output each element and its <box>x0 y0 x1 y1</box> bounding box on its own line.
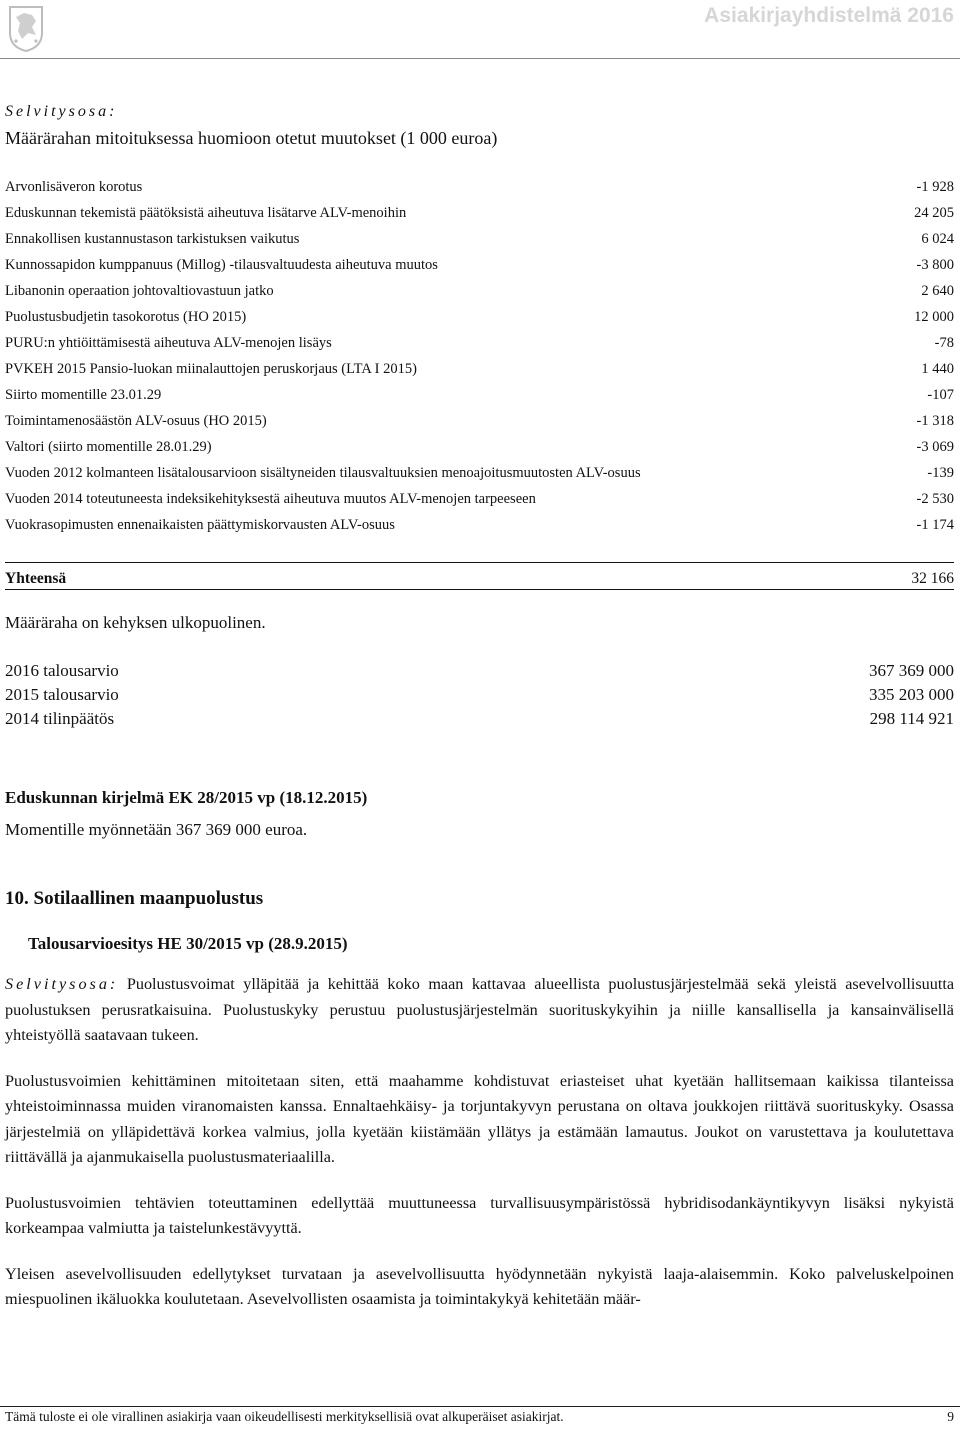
paragraph-label: Selvitysosa: <box>5 975 119 993</box>
row-value: -3 800 <box>916 257 954 273</box>
table-row <box>5 256 954 274</box>
document-title: Asiakirjayhdistelmä 2016 <box>704 4 954 27</box>
row-label: Vuoden 2012 kolmanteen lisätalousarvioon sisältyneiden tilausvaltuuksien menoajoitusmuutosten ALV-osuus <box>5 465 641 481</box>
paragraph: Puolustusvoimien tehtävien toteuttaminen edellyttää muuttuneessa turvallisuusympäristössä hybridisodankäyntikyvyn lisäksi nykyistä korkeampaa valmiutta ja taistelunkestävyyttä. <box>5 1193 954 1237</box>
budget-row <box>5 659 954 683</box>
row-value: 24 205 <box>914 205 954 221</box>
total-label: Yhteensä <box>5 570 67 587</box>
table-row <box>5 360 954 378</box>
row-value: 12 000 <box>914 309 954 325</box>
budget-figures <box>5 659 954 731</box>
table-row <box>5 282 954 300</box>
table-row <box>5 178 954 196</box>
row-value: 6 024 <box>921 231 954 247</box>
footer-divider <box>0 1406 960 1407</box>
row-label: PVKEH 2015 Pansio-luokan miinalauttojen peruskorjaus (LTA I 2015) <box>5 361 417 377</box>
table-row <box>5 464 954 482</box>
row-label: Libanonin operaation johtovaltiovastuun jatko <box>5 283 274 299</box>
section-label: Selvitysosa: <box>5 103 118 120</box>
row-value: -139 <box>927 465 954 481</box>
section-heading: Määrärahan mitoituksessa huomioon otetut muutokset (1 000 euroa) <box>5 128 498 148</box>
page-number: 9 <box>947 1409 954 1424</box>
budget-value: 298 114 921 <box>869 709 954 728</box>
row-value: 1 440 <box>921 361 954 377</box>
footer-disclaimer: Tämä tuloste ei ole virallinen asiakirja vaan oikeudellisesti merkityksellisiä ovat alkuperäiset asiakirjat. <box>5 1409 564 1424</box>
budget-proposal-heading: Talousarvioesitys HE 30/2015 vp (28.9.2015) <box>28 934 348 953</box>
table-row <box>5 516 954 534</box>
row-label: Eduskunnan tekemistä päätöksistä aiheutuva lisätarve ALV-menoihin <box>5 205 407 221</box>
changes-table <box>5 178 954 587</box>
body-text <box>5 972 954 1333</box>
table-row <box>5 438 954 456</box>
budget-label: 2015 talousarvio <box>5 685 119 704</box>
row-value: -107 <box>927 387 954 403</box>
row-label: Kunnossapidon kumppanuus (Millog) -tilausvaltuudesta aiheutuva muutos <box>5 257 438 273</box>
total-row <box>5 570 954 588</box>
table-row <box>5 490 954 508</box>
coat-of-arms-logo <box>6 3 46 53</box>
table-divider-top <box>5 562 954 563</box>
row-label: Vuoden 2014 toteutuneesta indeksikehityksestä aiheutuva muutos ALV-menojen tarpeeseen <box>5 491 536 507</box>
row-label: Arvonlisäveron korotus <box>5 179 143 195</box>
note-text: Määräraha on kehyksen ulkopuolinen. <box>5 613 266 632</box>
budget-label: 2014 tilinpäätös <box>5 709 115 728</box>
footer <box>5 1409 954 1425</box>
budget-value: 335 203 000 <box>869 685 954 704</box>
paragraph: Yleisen asevelvollisuuden edellytykset turvataan ja asevelvollisuutta hyödynnetään nykyistä laaja-alaisemmin. Koko palveluskelpoinen miespuolinen ikäluokka koulutetaan. Asevelvollisten osaamista ja toimintakykyä kehitetään määr- <box>5 1264 954 1308</box>
budget-row <box>5 683 954 707</box>
row-value: -3 069 <box>916 439 954 455</box>
table-row <box>5 334 954 352</box>
row-value: -2 530 <box>916 491 954 507</box>
row-label: Vuokrasopimusten ennenaikaisten päättymiskorvausten ALV-osuus <box>5 517 395 533</box>
row-label: Toimintamenosäästön ALV-osuus (HO 2015) <box>5 413 267 429</box>
row-label: Puolustusbudjetin tasokorotus (HO 2015) <box>5 309 247 325</box>
table-row <box>5 386 954 404</box>
row-value: 2 640 <box>921 283 954 299</box>
row-label: PURU:n yhtiöittämisestä aiheutuva ALV-menojen lisäys <box>5 335 332 351</box>
row-label: Siirto momentille 23.01.29 <box>5 387 162 403</box>
chapter-heading: 10. Sotilaallinen maanpuolustus <box>5 888 264 909</box>
table-row <box>5 204 954 222</box>
table-row <box>5 308 954 326</box>
table-row <box>5 230 954 248</box>
budget-value: 367 369 000 <box>869 661 954 680</box>
paragraph: Puolustusvoimien kehittäminen mitoitetaan siten, että maahamme kohdistuvat eriasteiset uhat kyetään hallitsemaan kaikissa tilanteissa yhteistoiminnassa muiden viranomaisten kanssa. Ennaltaehkäisy- ja torjuntakyvyn perustana on oltava joukkojen riittävä suorituskyky. Osassa järjestelmiä on ylläpidettävä korkea valmius, jolla kyetään kiistämään yllätys ja estämään lamautus. Joukot on varustettava ja koulutettava riittävällä ja ajanmukaisella puolustusmateriaalilla. <box>5 1071 954 1166</box>
paragraph-text: Puolustusvoimat ylläpitää ja kehittää koko maan kattavaa alueellista puolustusjärjestelmää sekä yleistä asevelvollisuutta puolustuksen perusratkaisuina. Puolustuskyky perustuu puolustusjärjestelmän suorituskykyihin ja niille kansallisella ja kansainvälisellä yhteistyöllä saatavaan tukeen. <box>5 975 955 1044</box>
row-label: Valtori (siirto momentille 28.01.29) <box>5 439 212 455</box>
row-value: -1 174 <box>916 517 954 533</box>
total-value: 32 166 <box>911 570 954 587</box>
row-value: -78 <box>934 335 954 351</box>
header-divider <box>0 58 960 59</box>
budget-label: 2016 talousarvio <box>5 661 119 680</box>
paragraph <box>5 972 954 1049</box>
row-value: -1 318 <box>916 413 954 429</box>
table-row <box>5 412 954 430</box>
budget-row <box>5 707 954 731</box>
parliament-letter-text: Momentille myönnetään 367 369 000 euroa. <box>5 820 308 839</box>
row-value: -1 928 <box>916 179 954 195</box>
table-divider-bottom <box>5 589 954 590</box>
row-label: Ennakollisen kustannustason tarkistuksen vaikutus <box>5 231 300 247</box>
parliament-letter-title: Eduskunnan kirjelmä EK 28/2015 vp (18.12.2015) <box>5 788 368 807</box>
